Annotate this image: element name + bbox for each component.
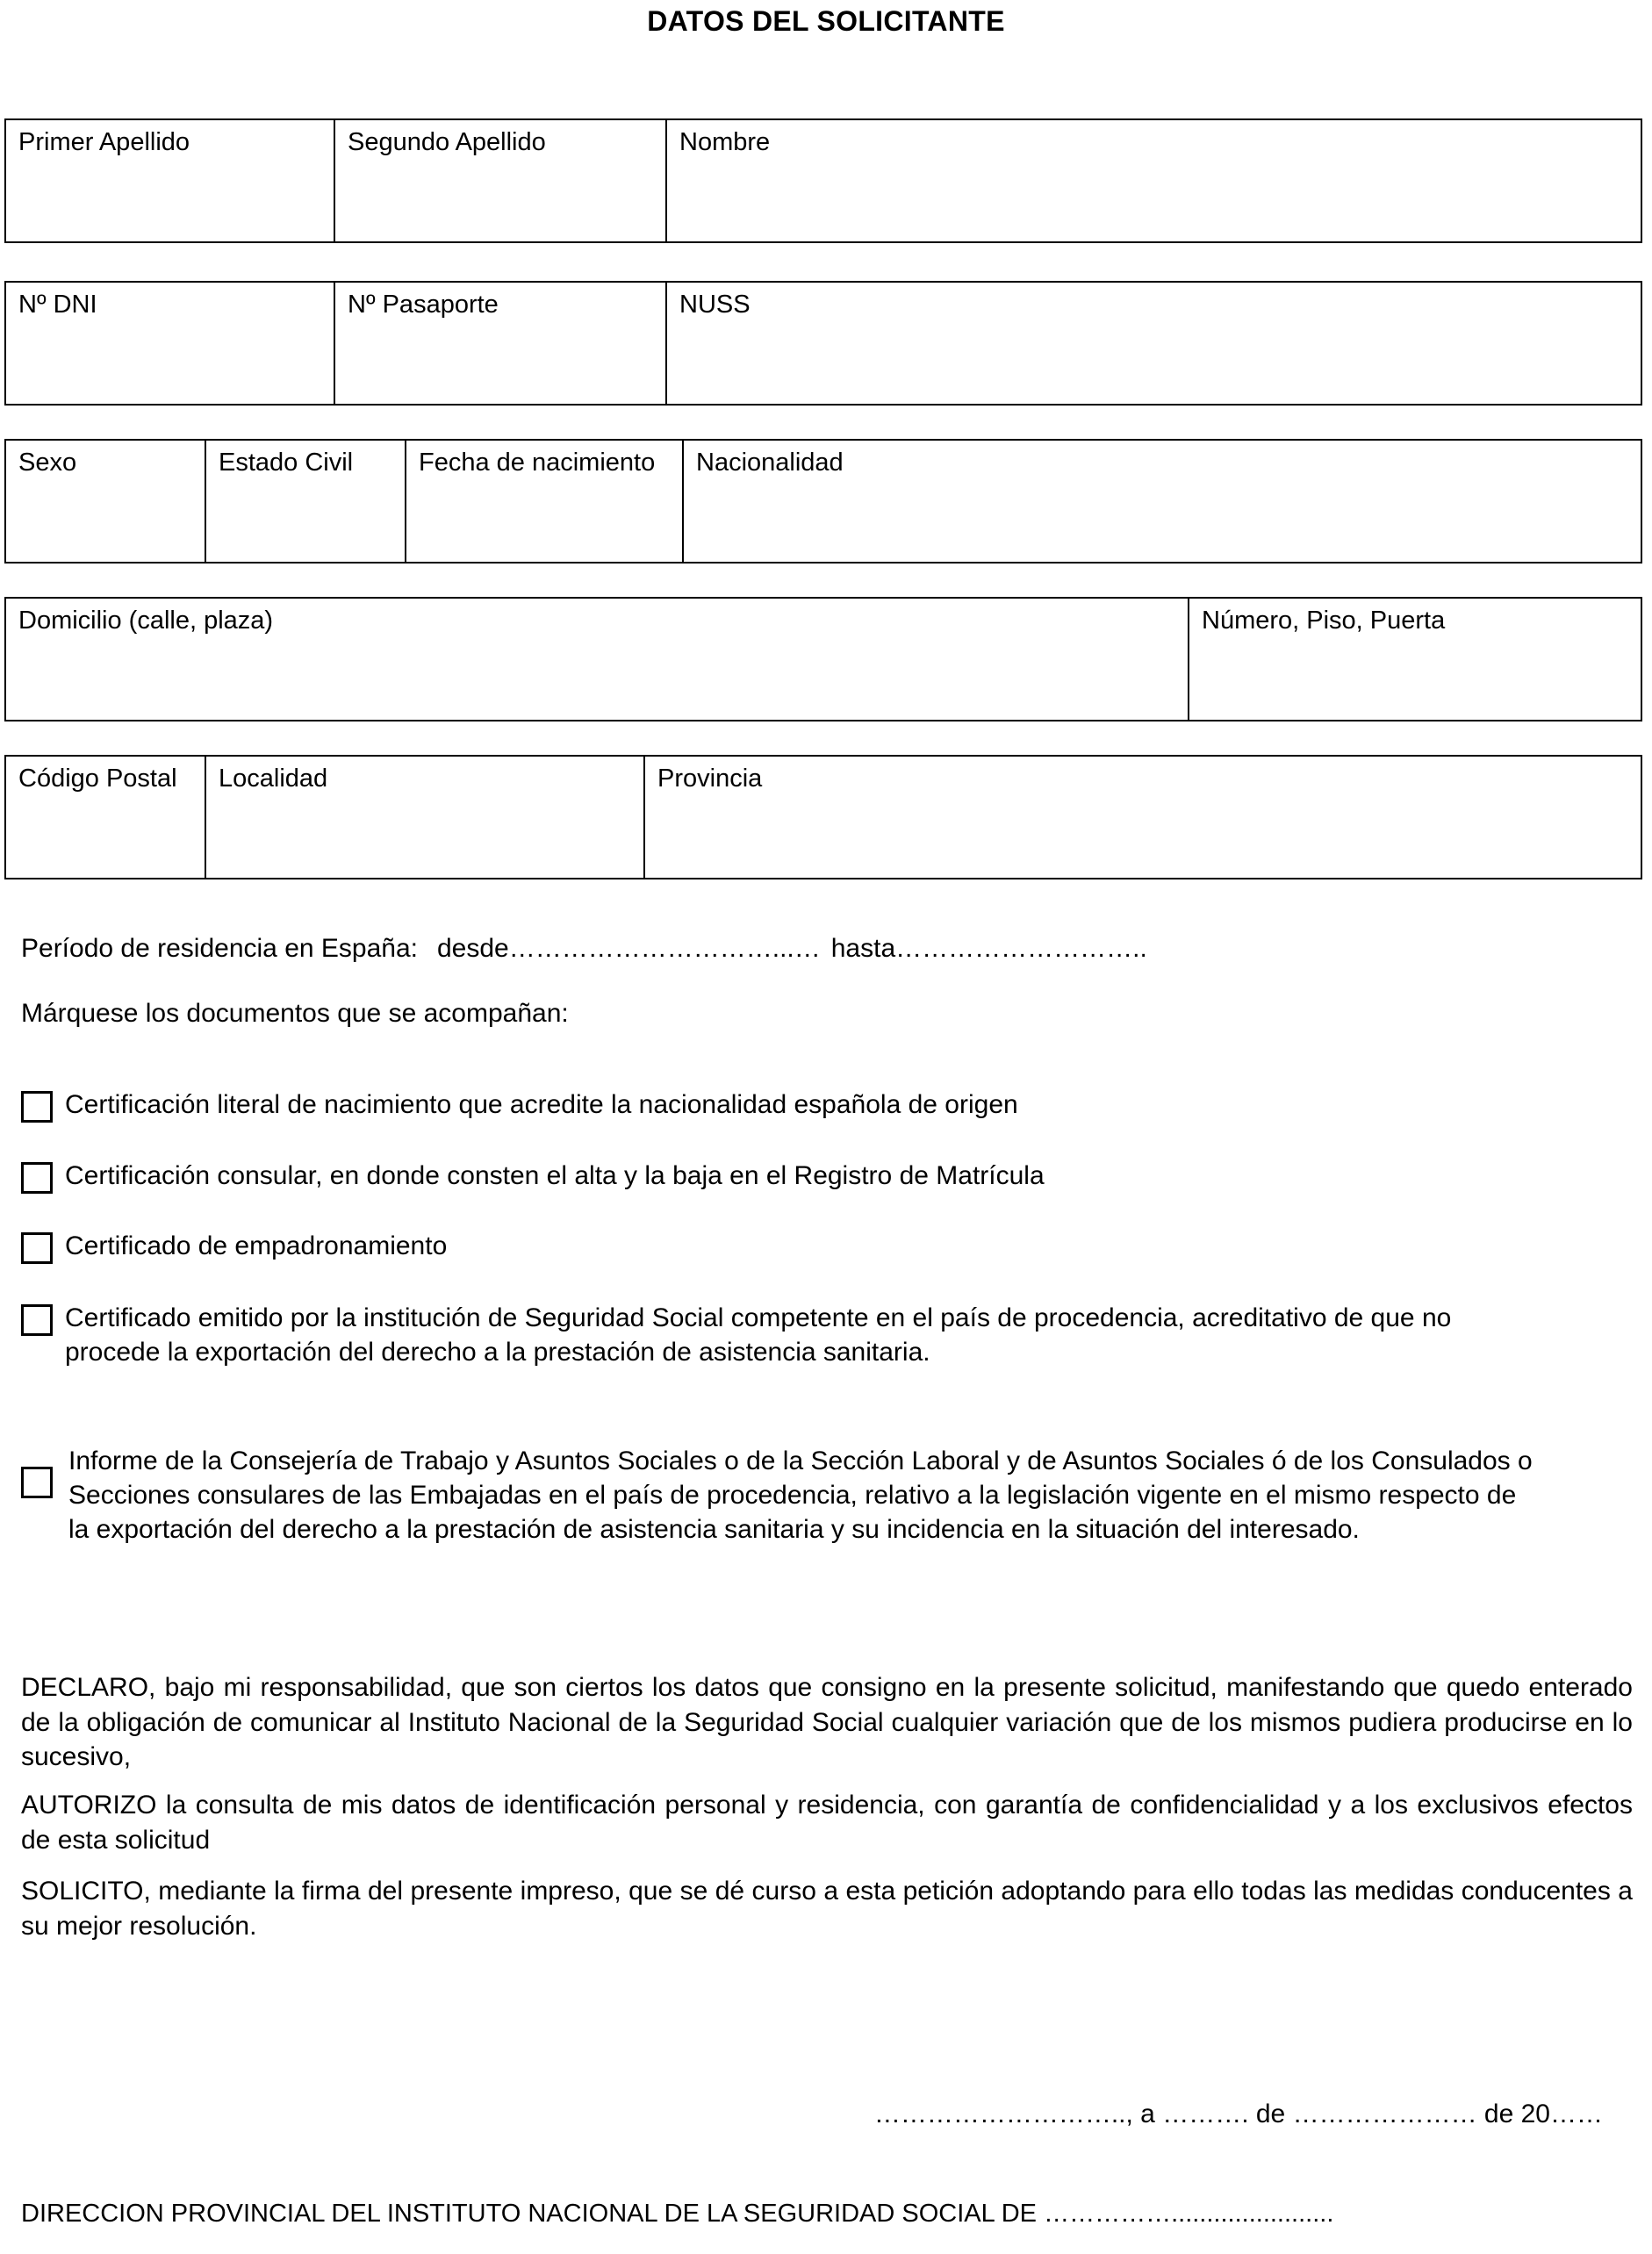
checkbox-square-icon[interactable]	[21, 1232, 53, 1264]
field-sexo[interactable]	[6, 441, 206, 562]
footer-dots-field[interactable]: …………….......................	[1044, 2200, 1334, 2228]
field-segundo-apellido[interactable]	[335, 120, 667, 241]
field-nacionalidad[interactable]	[684, 441, 1641, 562]
residence-from-label: desde	[436, 934, 509, 963]
footer-direccion-provincial	[21, 2200, 1636, 2229]
field-numero-piso-puerta[interactable]	[1189, 599, 1641, 720]
field-label: Primer Apellido	[18, 128, 190, 156]
field-label: Nº Pasaporte	[348, 291, 499, 319]
field-label: Fecha de nacimiento	[419, 449, 656, 477]
field-numero-dni[interactable]	[6, 283, 335, 404]
checkbox-label: Certificado de empadronamiento	[65, 1231, 448, 1260]
residence-label: Período de residencia en España:	[21, 934, 418, 963]
checkbox-square-icon[interactable]	[21, 1304, 53, 1336]
identity-row	[4, 118, 1642, 243]
field-label: Domicilio (calle, plaza)	[18, 607, 274, 635]
field-label: Sexo	[18, 449, 77, 477]
declaration-declaro: DECLARO, bajo mi responsabilidad, que son ciertos los datos que consigno en la presente solicitud, manifestando que quedo enterado de la obligación de comunicar al Instituto Nacional de la Seguridad Social cualquier variación que de los mismos pudiera producirse en lo sucesivo,	[21, 1673, 1633, 1772]
field-label: Estado Civil	[219, 449, 354, 477]
residence-from-dots[interactable]: …………………………...…	[508, 934, 821, 963]
mark-documents-instruction: Márquese los documentos que se acompañan:	[21, 999, 569, 1028]
locality-row	[4, 755, 1642, 879]
field-numero-pasaporte[interactable]	[335, 283, 667, 404]
field-label: Localidad	[219, 764, 328, 793]
page-title: DATOS DEL SOLICITANTE	[647, 5, 1005, 37]
field-label: NUSS	[679, 291, 751, 319]
field-fecha-nacimiento[interactable]	[406, 441, 684, 562]
address-row	[4, 597, 1642, 721]
declaration-solicito: SOLICITO, mediante la firma del presente impreso, que se dé curso a esta petición adoptando para ello todas las medidas conducentes a su mejor resolución.	[21, 1877, 1633, 1941]
checkbox-item-certificado-seguridad-social[interactable]	[21, 1301, 1592, 1369]
field-label: Segundo Apellido	[348, 128, 546, 156]
checkbox-item-certificacion-consular[interactable]	[21, 1159, 1601, 1194]
field-primer-apellido[interactable]	[6, 120, 335, 241]
field-nuss[interactable]	[667, 283, 1641, 404]
field-label: Número, Piso, Puerta	[1202, 607, 1446, 635]
field-codigo-postal[interactable]	[6, 757, 206, 878]
field-domicilio[interactable]	[6, 599, 1189, 720]
signature-date-line[interactable]: ……………………….., a ………. de ………………… de 20……	[873, 2100, 1603, 2128]
footer-label: DIRECCION PROVINCIAL DEL INSTITUTO NACIONAL DE LA SEGURIDAD SOCIAL DE	[21, 2200, 1038, 2228]
checkbox-square-icon[interactable]	[21, 1467, 53, 1498]
checkbox-label: Certificación consular, en donde consten el alta y la baja en el Registro de Matrícula	[65, 1161, 1045, 1190]
field-label: Nº DNI	[18, 291, 97, 319]
checkbox-label: Certificación literal de nacimiento que acredite la nacionalidad española de origen	[65, 1090, 1018, 1119]
checkbox-item-certificacion-literal-nacimiento[interactable]	[21, 1088, 1601, 1123]
residence-period-line	[21, 936, 1636, 962]
declaration-autorizo: AUTORIZO la consulta de mis datos de identificación personal y residencia, con garantía de confidencialidad y a los exclusivos efectos de esta solicitud	[21, 1791, 1633, 1855]
document-row	[4, 281, 1642, 406]
field-nombre[interactable]	[667, 120, 1641, 241]
checkbox-item-certificado-empadronamiento[interactable]	[21, 1229, 1601, 1264]
residence-to-label: hasta	[830, 934, 896, 963]
field-localidad[interactable]	[206, 757, 645, 878]
field-label: Nombre	[679, 128, 771, 156]
residence-to-dots[interactable]: ………………………..	[895, 934, 1147, 963]
field-label: Nacionalidad	[696, 449, 844, 477]
checkbox-label: Certificado emitido por la institución de Seguridad Social competente en el país de procedencia, acreditativo de que no procede la exportación del derecho a la prestación de asistencia sanitaria.	[65, 1303, 1452, 1367]
field-estado-civil[interactable]	[206, 441, 406, 562]
field-provincia[interactable]	[645, 757, 1641, 878]
field-label: Código Postal	[18, 764, 177, 793]
checkbox-label: Informe de la Consejería de Trabajo y Asuntos Sociales o de la Sección Laboral y de Asuntos Sociales ó de los Consulados o Secciones consulares de las Embajadas en el país de procedencia, relativo a la legislación vigente en el mismo respecto de la exportación del derecho a la prestación de asistencia sanitaria y su incidencia en la situación del interesado.	[68, 1446, 1533, 1544]
checkbox-square-icon[interactable]	[21, 1162, 53, 1194]
personal-row	[4, 439, 1642, 564]
field-label: Provincia	[657, 764, 763, 793]
checkbox-square-icon[interactable]	[21, 1091, 53, 1123]
checkbox-item-informe-consejeria-trabajo[interactable]	[21, 1444, 1592, 1547]
